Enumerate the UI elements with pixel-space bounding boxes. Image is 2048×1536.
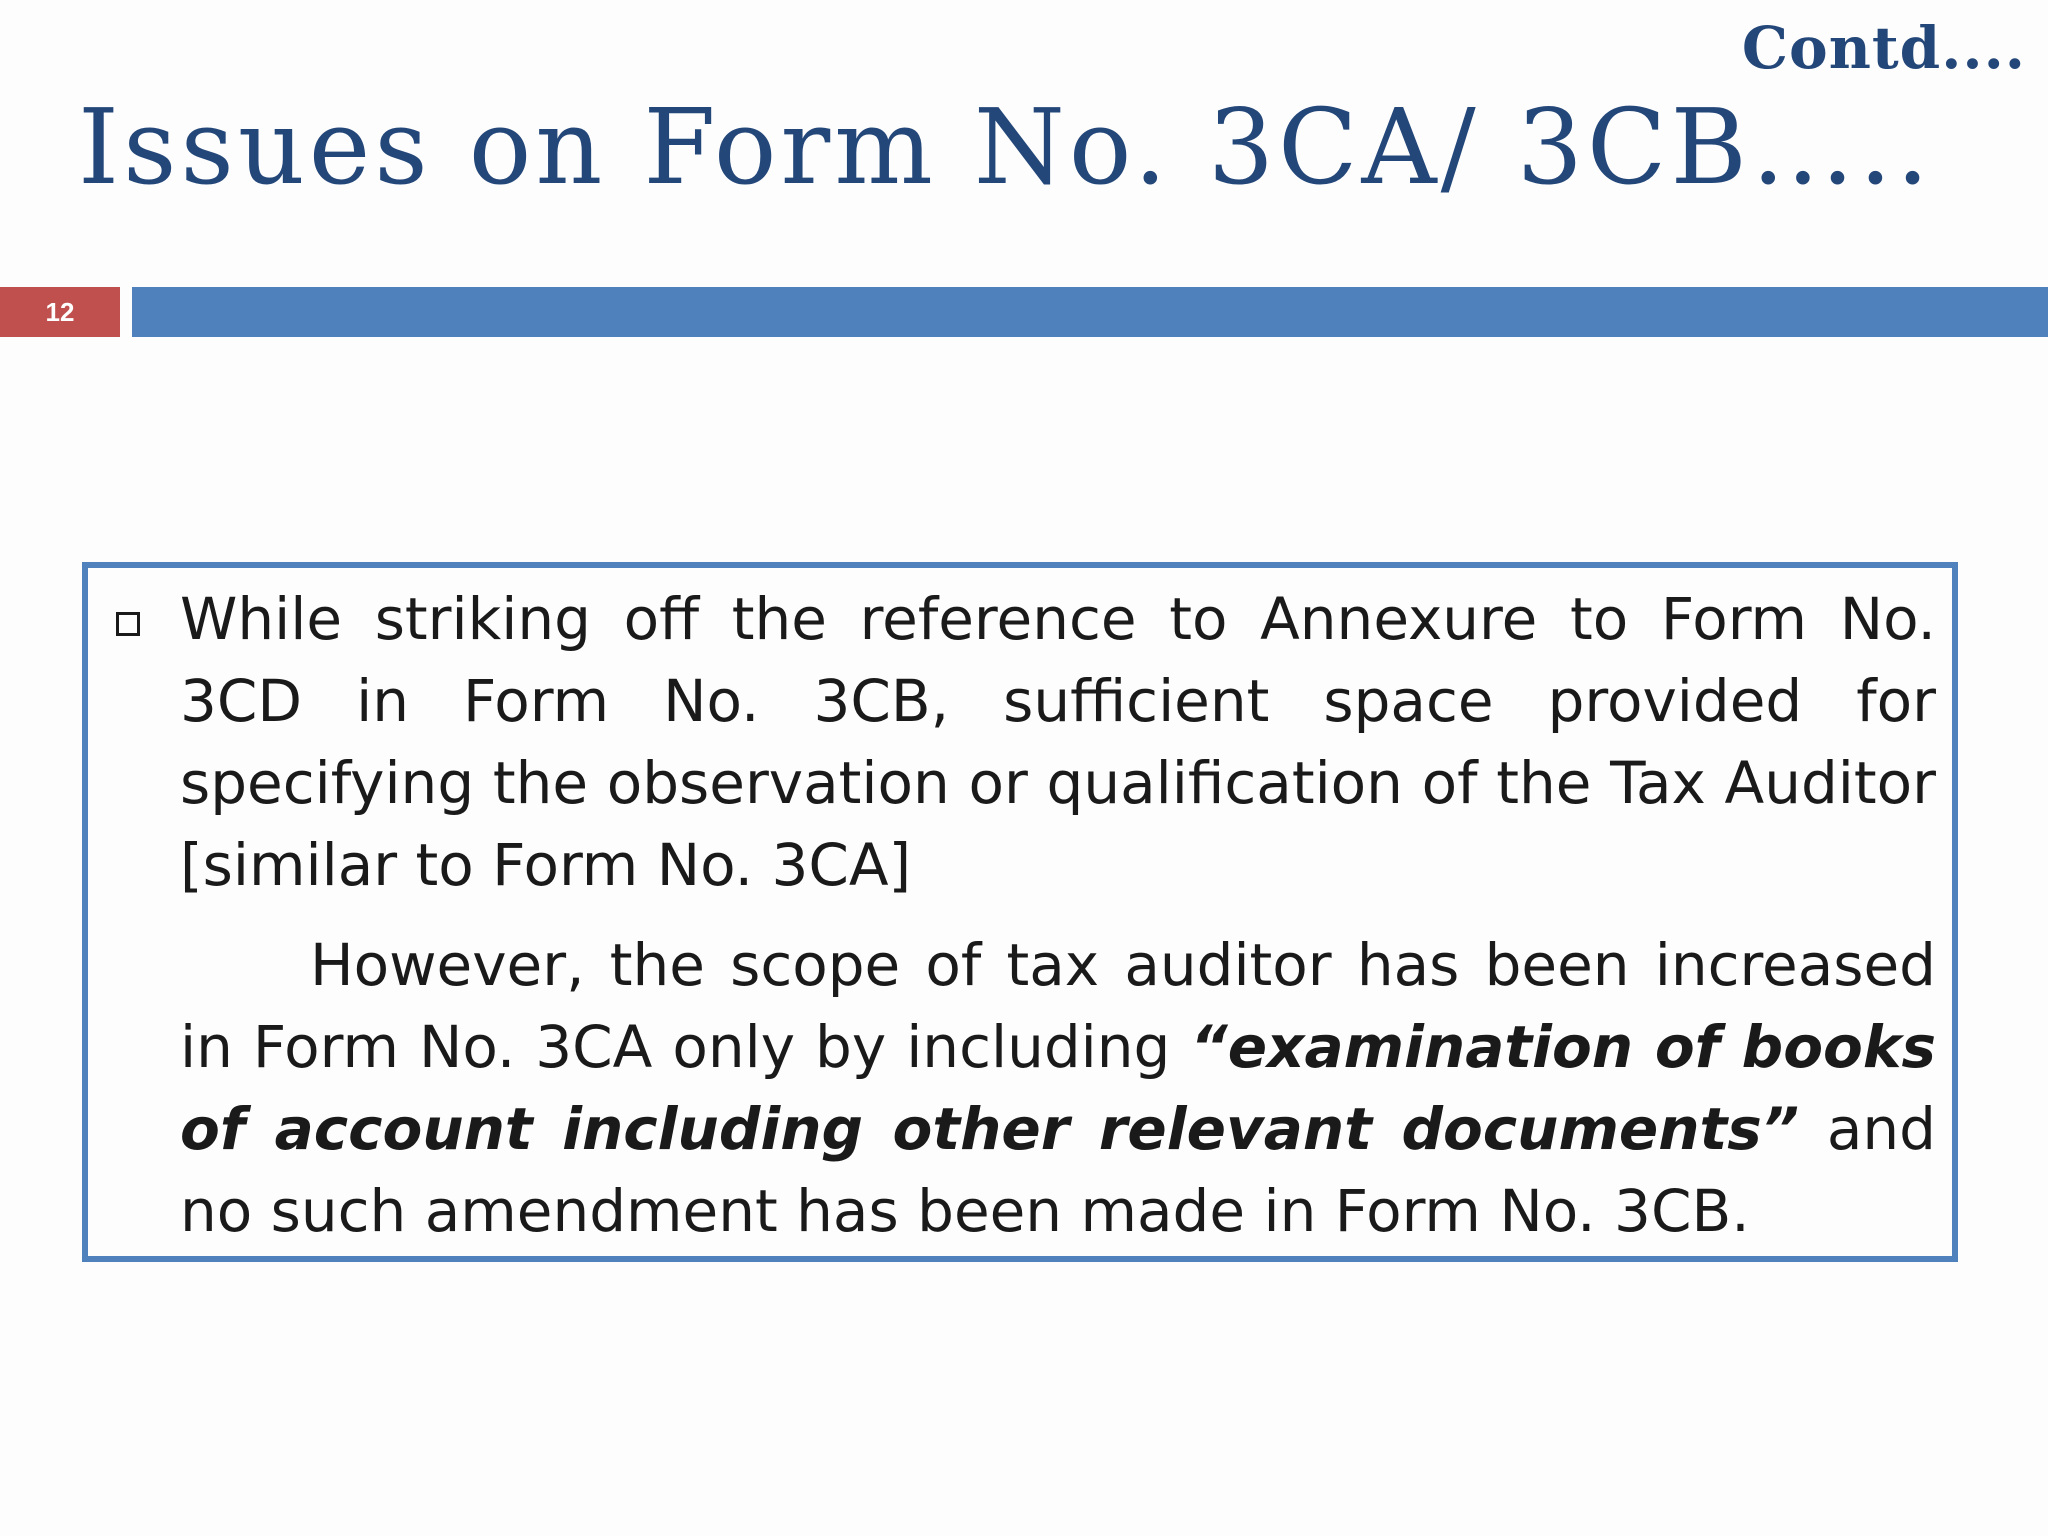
content-box: [82, 562, 1958, 1262]
bullet-text: [180, 578, 1936, 1252]
paragraph-2-emphasis: “examination of books of account including other relevant documents”: [180, 1013, 1936, 1163]
hollow-square-bullet-icon: [116, 612, 140, 636]
slide-number-badge: 12: [0, 287, 120, 337]
title-accent-bar: [132, 287, 2048, 337]
paragraph-2: [180, 924, 1936, 1252]
paragraph-2-part-1: However, the scope of tax auditor has been increased in Form No. 3CA only by including: [180, 931, 1936, 1081]
slide-title: Issues on Form No. 3CA/ 3CB…..: [78, 86, 1934, 208]
contd-label: Contd....: [1741, 14, 2026, 82]
paragraph-1: While striking off the reference to Annexure to Form No. 3CD in Form No. 3CB, sufficient space provided for specifying the observation or qualification of the Tax Auditor [similar to Form No. 3CA]: [180, 585, 1936, 899]
paragraph-2-part-2: and no such amendment has been made in Form No. 3CB.: [180, 1095, 1936, 1245]
